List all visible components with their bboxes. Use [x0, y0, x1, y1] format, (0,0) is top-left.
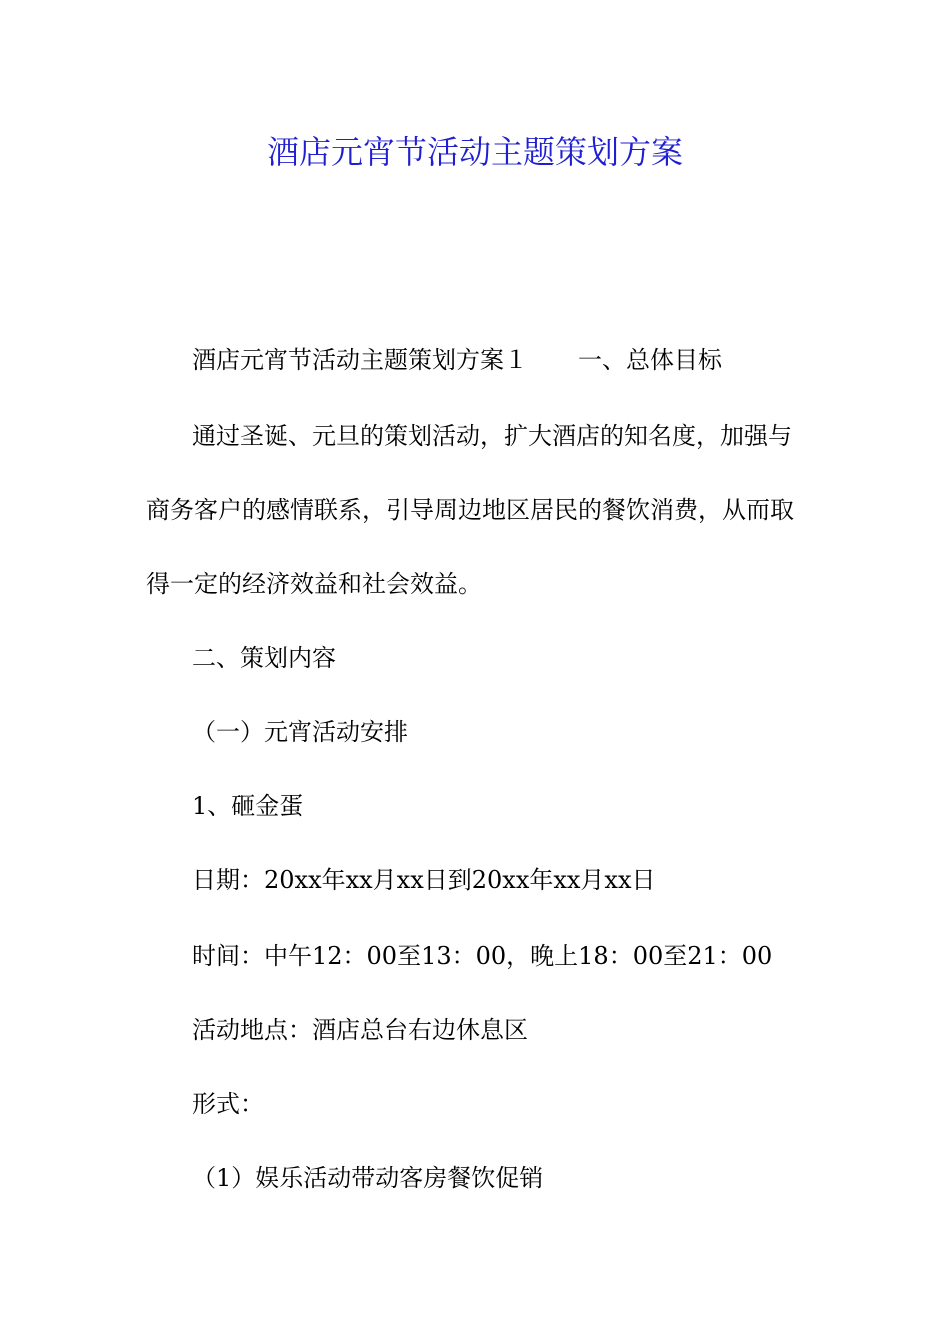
- paragraph-line: 商务客户的感情联系，引导周边地区居民的餐饮消费，从而取: [146, 496, 794, 524]
- paragraph-line: 得一定的经济效益和社会效益。: [146, 570, 482, 598]
- item-heading: 1、砸金蛋: [192, 792, 304, 820]
- location-line: 活动地点：酒店总台右边休息区: [192, 1016, 528, 1044]
- plan-title-part: 酒店元宵节活动主题策划方案１: [192, 346, 528, 374]
- heading-line: [192, 342, 722, 378]
- form-item: （1）娱乐活动带动客房餐饮促销: [192, 1164, 544, 1192]
- subsection-heading: （一）元宵活动安排: [192, 718, 408, 746]
- paragraph-line: 通过圣诞、元旦的策划活动，扩大酒店的知名度，加强与: [192, 422, 792, 450]
- time-line: 时间：中午12：00至13：00，晚上18：00至21：00: [192, 942, 773, 970]
- document-title: 酒店元宵节活动主题策划方案: [266, 133, 683, 171]
- date-line: 日期：20xx年xx月xx日到20xx年xx月xx日: [192, 866, 656, 894]
- form-label: 形式：: [192, 1090, 264, 1118]
- section-heading-2: 二、策划内容: [192, 644, 336, 672]
- section-heading-1: 一、总体目标: [578, 346, 722, 374]
